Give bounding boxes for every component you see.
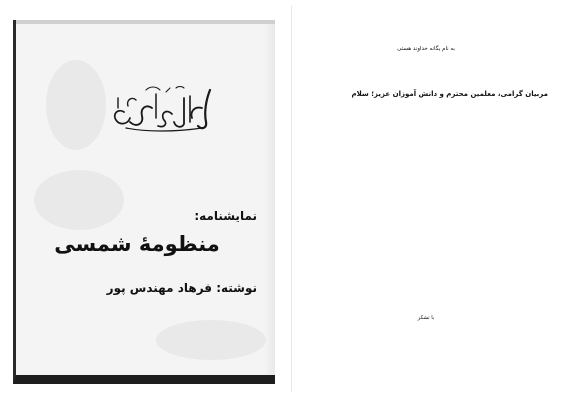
letter-page [291, 6, 560, 392]
letter-greeting: مربیان گرامی، معلمین محترم و دانش آموزان عزیز؛ سلام [351, 90, 548, 98]
scan-blotch [46, 60, 106, 150]
scan-edge-right [265, 24, 275, 379]
cover-page [13, 20, 275, 384]
letter-basmala: به نام یگانه خداوند هستی [397, 46, 455, 52]
scan-blotch [156, 320, 266, 360]
closing-thanks: با تشکر [417, 315, 435, 321]
cover-title: منظومهٔ شمسی [54, 232, 220, 256]
calligraphy-icon [106, 78, 216, 138]
basmala-calligraphy-image [106, 78, 216, 138]
cover-author: نوشته: فرهاد مهندس پور [106, 281, 257, 295]
cover-genre-label: نمایشنامه: [194, 209, 257, 223]
scan-edge-top [16, 20, 275, 24]
